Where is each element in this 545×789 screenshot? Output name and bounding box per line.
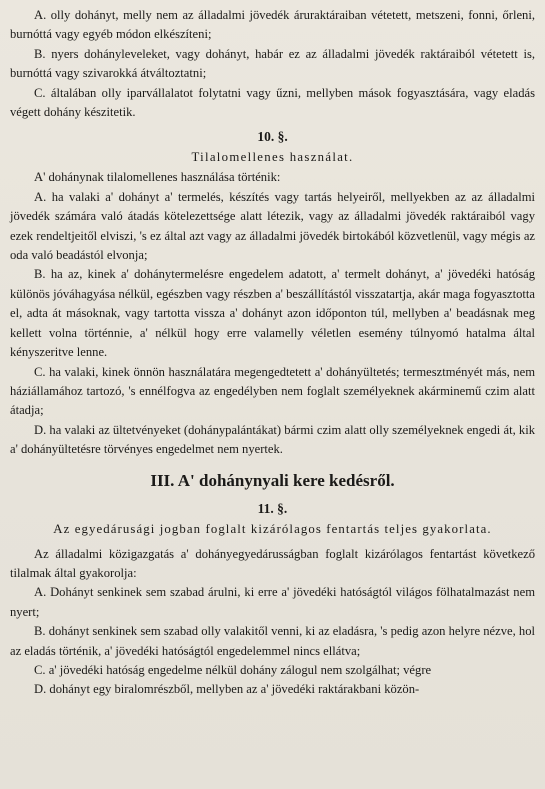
item-a-top: A. olly dohányt, melly nem az álladalmi jövedék áruraktáraiban vétetett, metszeni, fonni, őrleni, burnóttá vagy egyéb módon elkészíteni; xyxy=(10,8,535,42)
section-10-item-d: D. ha valaki az ültetvényeket (dohánypalántákat) bármi czim alatt olly személyeknek engedi át, kik a' dohányültetésre törvényes engedelmet nem nyertek. xyxy=(10,422,535,457)
item-c-top: C. általában olly iparvállalatot folytatni vagy űzni, mellyben mások fogyasztására, vagy eladás végett dohány készitetik. xyxy=(10,85,535,120)
section-11-item-d: D. dohányt egy biralomrészből, mellyben az a' jövedéki raktárakbani közön- xyxy=(34,682,420,697)
chapter-3-heading: III. A' dohánynyali kere kedésről. xyxy=(150,470,395,490)
item-b-top: B. nyers dohányleveleket, vagy dohányt, habár ez az álladalmi jövedék raktáraiból vétetett is, burnóttá vagy szivarokká átváltoztatni; xyxy=(10,46,535,81)
section-10-item-c: C. ha valaki, kinek önnön használatára megengedtetett a' dohányültetés; termesztményét más, nem háziállamához tartozó, 's ennélfogva az engedélyben nem foglalt személyeknek akárminemű czim alatt átadja; xyxy=(10,364,535,418)
section-10-item-a: A. ha valaki a' dohányt a' termelés, készítés vagy tartás helyeiről, mellyekben az az álladalmi jövedék számára való átadás kötelezettsége alatt létezik, vagy az álladalmi jövedék raktáraiból vagy ezek rendeltjeitől elviszi, 's ez által azt vagy az álladalmi jövedék birtokából közvetlenül, vagy mégis az oda való beadástól elvonja; xyxy=(10,189,535,263)
section-11-number: 11. §. xyxy=(257,500,288,516)
section-11-item-a: A. Dohányt senkinek sem szabad árulni, ki erre a' jövedéki hatóságtól világos fölhatalmazást nem nyert; xyxy=(10,585,535,619)
section-10-item-b: B. ha az, kinek a' dohánytermelésre engedelem adatott, a' termelt dohányt, a' jövedéki hatóság különös jóváhagyása nélkül, egészben vagy részben a' beszállítástól visszatartja, akár maga fogyasztotta el, adta át másoknak, vagy tartotta vissza a' dohányt azon időponton túl, mellyben a' beadásnak meg kellett volna történnie, a' nélkül hogy erre valamelly véletlen esemény túlnyomó hatalma által kényszeritve lenne. xyxy=(10,267,535,360)
section-10-number: 10. §. xyxy=(257,129,288,145)
section-11-intro: Az álladalmi közigazgatás a' dohányegyedárusságban foglalt kizárólagos fentartást következő tilalmak által gyakorolja: xyxy=(10,546,535,580)
section-11-item-b: B. dohányt senkinek sem szabad olly valakitől venni, ki az eladásra, 's pedig azon helyre nézve, hol az eladás történik, a' jövedéki hatóságtól engedelemmel nincs ellátva; xyxy=(10,624,535,658)
section-11-item-c: C. a' jövedéki hatóság engedelme nélkül dohány zálogul nem szolgálhat; végre xyxy=(34,662,432,677)
section-10-title: Tilalomellenes használat. xyxy=(191,150,354,165)
section-10-intro: A' dohánynak tilalomellenes használása történik: xyxy=(34,170,281,185)
section-11-title: Az egyedárusági jogban foglalt kizárólagos fentartás teljes gyakorlata. xyxy=(53,521,492,536)
